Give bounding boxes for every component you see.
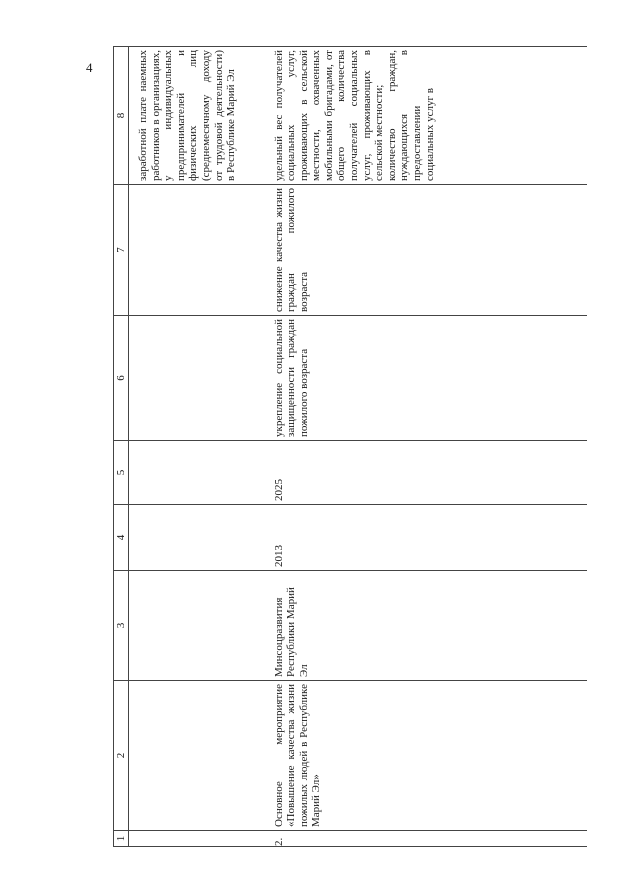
end-year: 2025 [265,441,587,505]
row-number: 2. [265,831,587,847]
indicator-cell [265,47,587,185]
measure-name: Основное мероприятие «Повышение качества жизни пожилых людей в Республике Марий Эл» [265,681,587,831]
column-number-5: 5 [114,441,129,505]
table-row [265,47,587,847]
executor: Минсоцразвития Республики Марий Эл [265,571,587,681]
expected-result: укрепление социальной защищенности граждан пожилого возраста [265,316,587,441]
header-row [114,47,129,847]
indicator-line-1: удельный вес получателей социальных услуг, проживающих в сельской местности, охваченных мобильными бригадами, от общего количества получателей социальных услуг, проживающих в сельской местности; [272,50,386,181]
column-number-4: 4 [114,505,129,571]
column-number-6: 6 [114,316,129,441]
column-number-1: 1 [114,831,129,847]
table-row [129,47,265,847]
page-number: 4 [86,60,93,75]
column-number-2: 2 [114,681,129,831]
prev-row-indicator: заработной плате наемных работников в организациях, у индивидуальных предпринимателей и физических лиц (среднемесячному доходу от трудовой деятельности) в Республике Марий Эл [129,47,265,185]
start-year: 2013 [265,505,587,571]
column-number-8: 8 [114,47,129,185]
program-measures-table [113,46,587,847]
indicator-line-2: количество граждан, нуждающихся в предоставлении социальных услуг в [385,50,436,181]
column-number-3: 3 [114,571,129,681]
consequence: снижение качества жизни граждан пожилого возраста [265,185,587,316]
column-number-7: 7 [114,185,129,316]
